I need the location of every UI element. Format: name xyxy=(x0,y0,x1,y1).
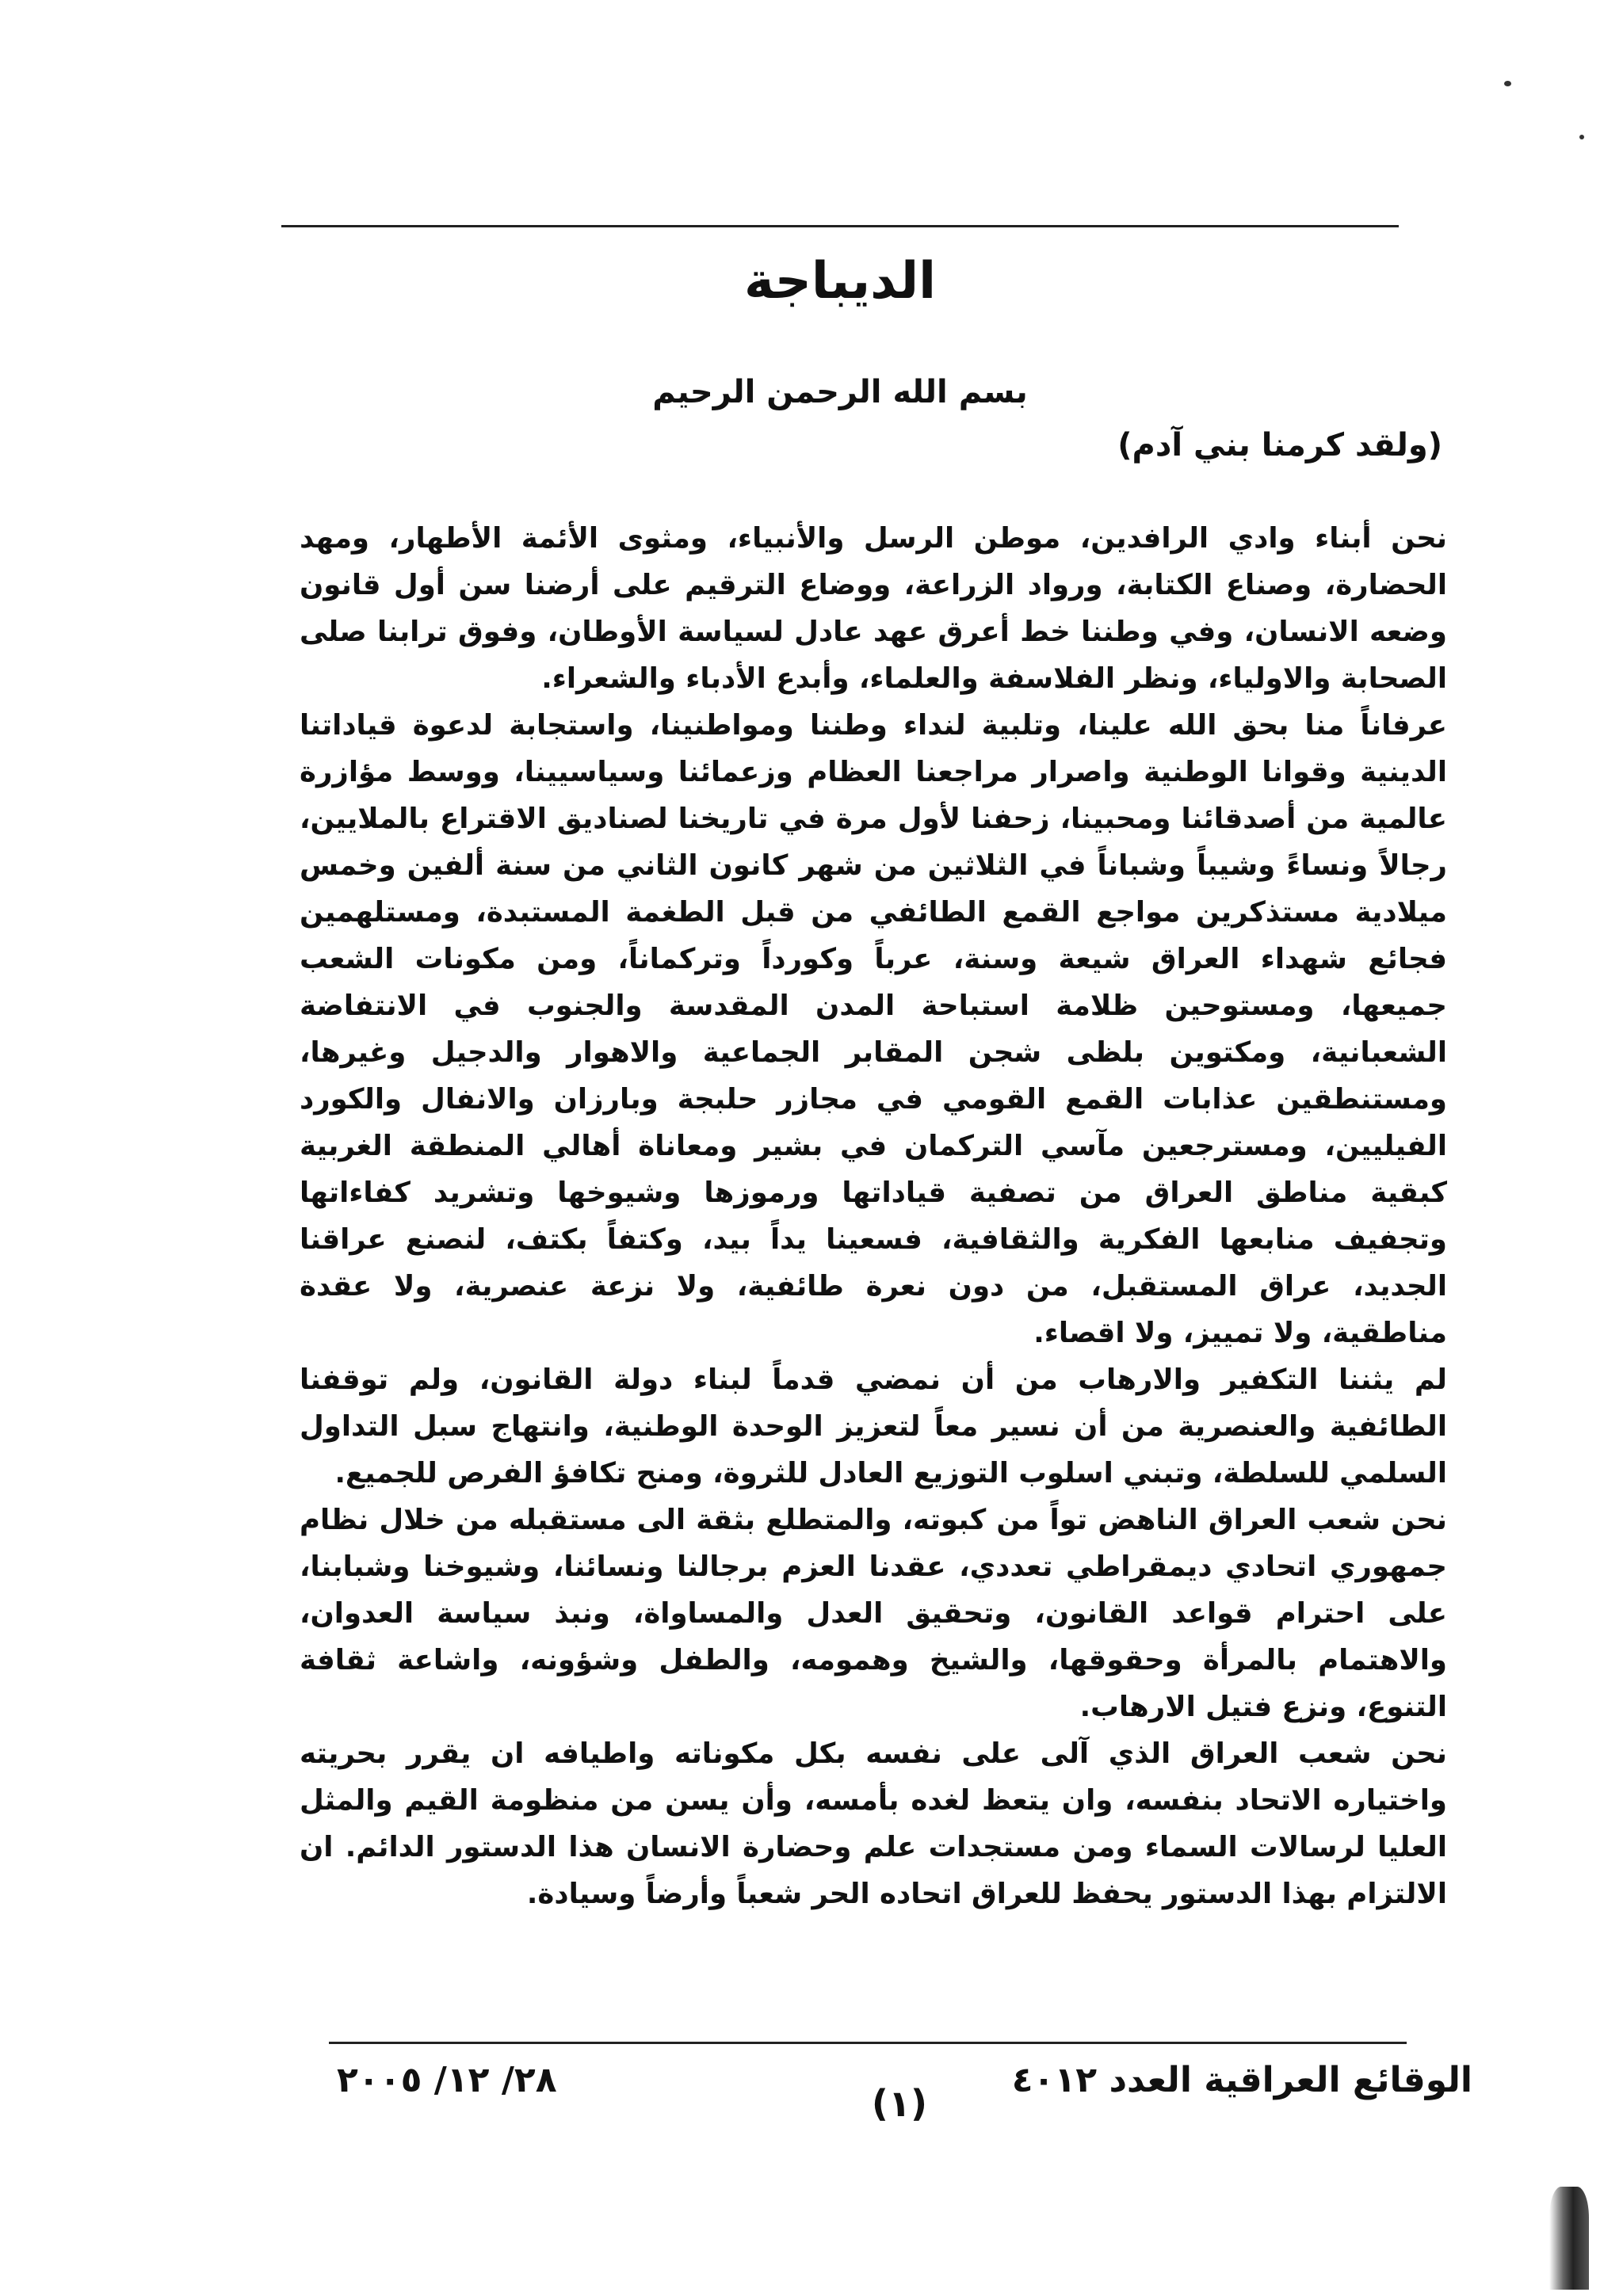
header-rule xyxy=(281,225,1399,227)
publication-date: ٢٨/ ١٢/ ٢٠٠٥ xyxy=(337,2060,557,2100)
preamble-paragraph: نحن شعب العراق الناهض تواً من كبوته، والمتطلع بثقة الى مستقبله من خلال نظام جمهوري اتحادي ديمقراطي تعددي، عقدنا العزم برجالنا ونسائنا، وشيوخنا وشبابنا، على احترام قواعد القانون، وتحقيق العدل والمساواة، ونبذ سياسة العدوان، والاهتمام بالمرأة وحقوقها، والشيخ وهمومه، والطفل وشؤونه، واشاعة ثقافة التنوع، ونزع فتيل الارهاب. xyxy=(300,1504,1447,1723)
scan-speck xyxy=(1579,135,1584,139)
preamble-paragraph: نحن شعب العراق الذي آلى على نفسه بكل مكوناته واطيافه ان يقرر بحريته واختياره الاتحاد بنفسه، وان يتعظ لغده بأمسه، وأن يسن من منظومة القيم والمثل العليا لرسالات السماء ومن مستجدات علم وحضارة الانسان هذا الدستور الدائم. ان الالتزام بهذا الدستور يحفظ للعراق اتحاده الحر شعباً وأرضاً وسيادة. xyxy=(300,1737,1447,1910)
basmala: بسم الله الرحمن الرحيم xyxy=(652,374,1028,410)
preamble-paragraph: لم يثننا التكفير والارهاب من أن نمضي قدماً لبناء دولة القانون، ولم توقفنا الطائفية والعنصرية من أن نسير معاً لتعزيز الوحدة الوطنية، وانتهاج سبل التداول السلمي للسلطة، وتبني اسلوب التوزيع العادل للثروة، ومنح تكافؤ الفرص للجميع. xyxy=(300,1363,1447,1489)
gazette-issue: الوقائع العراقية العدد ٤٠١٢ xyxy=(1011,2060,1472,2100)
preamble-paragraph: نحن أبناء وادي الرافدين، موطن الرسل والأنبياء، ومثوى الأئمة الأطهار، ومهد الحضارة، وصناع الكتابة، ورواد الزراعة، ووضاع الترقيم على أرضنا سن أول قانون وضعه الانسان، وفي وطننا خط أعرق عهد عادل لسياسة الأوطان، وفوق ترابنا صلى الصحابة والاولياء، ونظر الفلاسفة والعلماء، وأبدع الأدباء والشعراء. xyxy=(300,522,1447,695)
binding-shadow xyxy=(1549,2187,1589,2290)
page-number: (١) xyxy=(871,2082,928,2125)
footer-rule xyxy=(329,2042,1407,2044)
preamble-body xyxy=(300,515,1447,1917)
preamble-paragraph: عرفاناً منا بحق الله علينا، وتلبية لنداء وطننا ومواطنينا، واستجابة لدعوة قياداتنا الدينية وقوانا الوطنية واصرار مراجعنا العظام وزعمائنا وسياسيينا، ووسط مؤازرة عالمية من أصدقائنا ومحبينا، زحفنا لأول مرة في تاريخنا لصناديق الاقتراع بالملايين، رجالاً ونساءً وشيباً وشباناً في الثلاثين من شهر كانون الثاني من سنة ألفين وخمس ميلادية مستذكرين مواجع القمع الطائفي من قبل الطغمة المستبدة، ومستلهمين فجائع شهداء العراق شيعة وسنة، عرباً وكورداً وتركماناً، ومن مكونات الشعب جميعها، ومستوحين ظلامة استباحة المدن المقدسة والجنوب في الانتفاضة الشعبانية، ومكتوين بلظى شجن المقابر الجماعية والاهوار والدجيل وغيرها، ومستنطقين عذابات القمع القومي في مجازر حلبجة وبارزان والانفال والكورد الفيليين، ومسترجعين مآسي التركمان في بشير ومعاناة أهالي المنطقة الغربية كبقية مناطق العراق من تصفية قياداتها ورموزها وشيوخها وتشريد كفاءاتها وتجفيف منابعها الفكرية والثقافية، فسعينا يداً بيد، وكتفاً بكتف، لنصنع عراقنا الجديد، عراق المستقبل، من دون نعرة طائفية، ولا نزعة عنصرية، ولا عقدة مناطقية، ولا تمييز، ولا اقصاء. xyxy=(300,709,1447,1349)
quran-verse: (ولقد كرمنا بني آدم) xyxy=(1117,427,1442,463)
page-title: الديباجة xyxy=(743,252,937,311)
scan-speck xyxy=(1504,81,1511,86)
